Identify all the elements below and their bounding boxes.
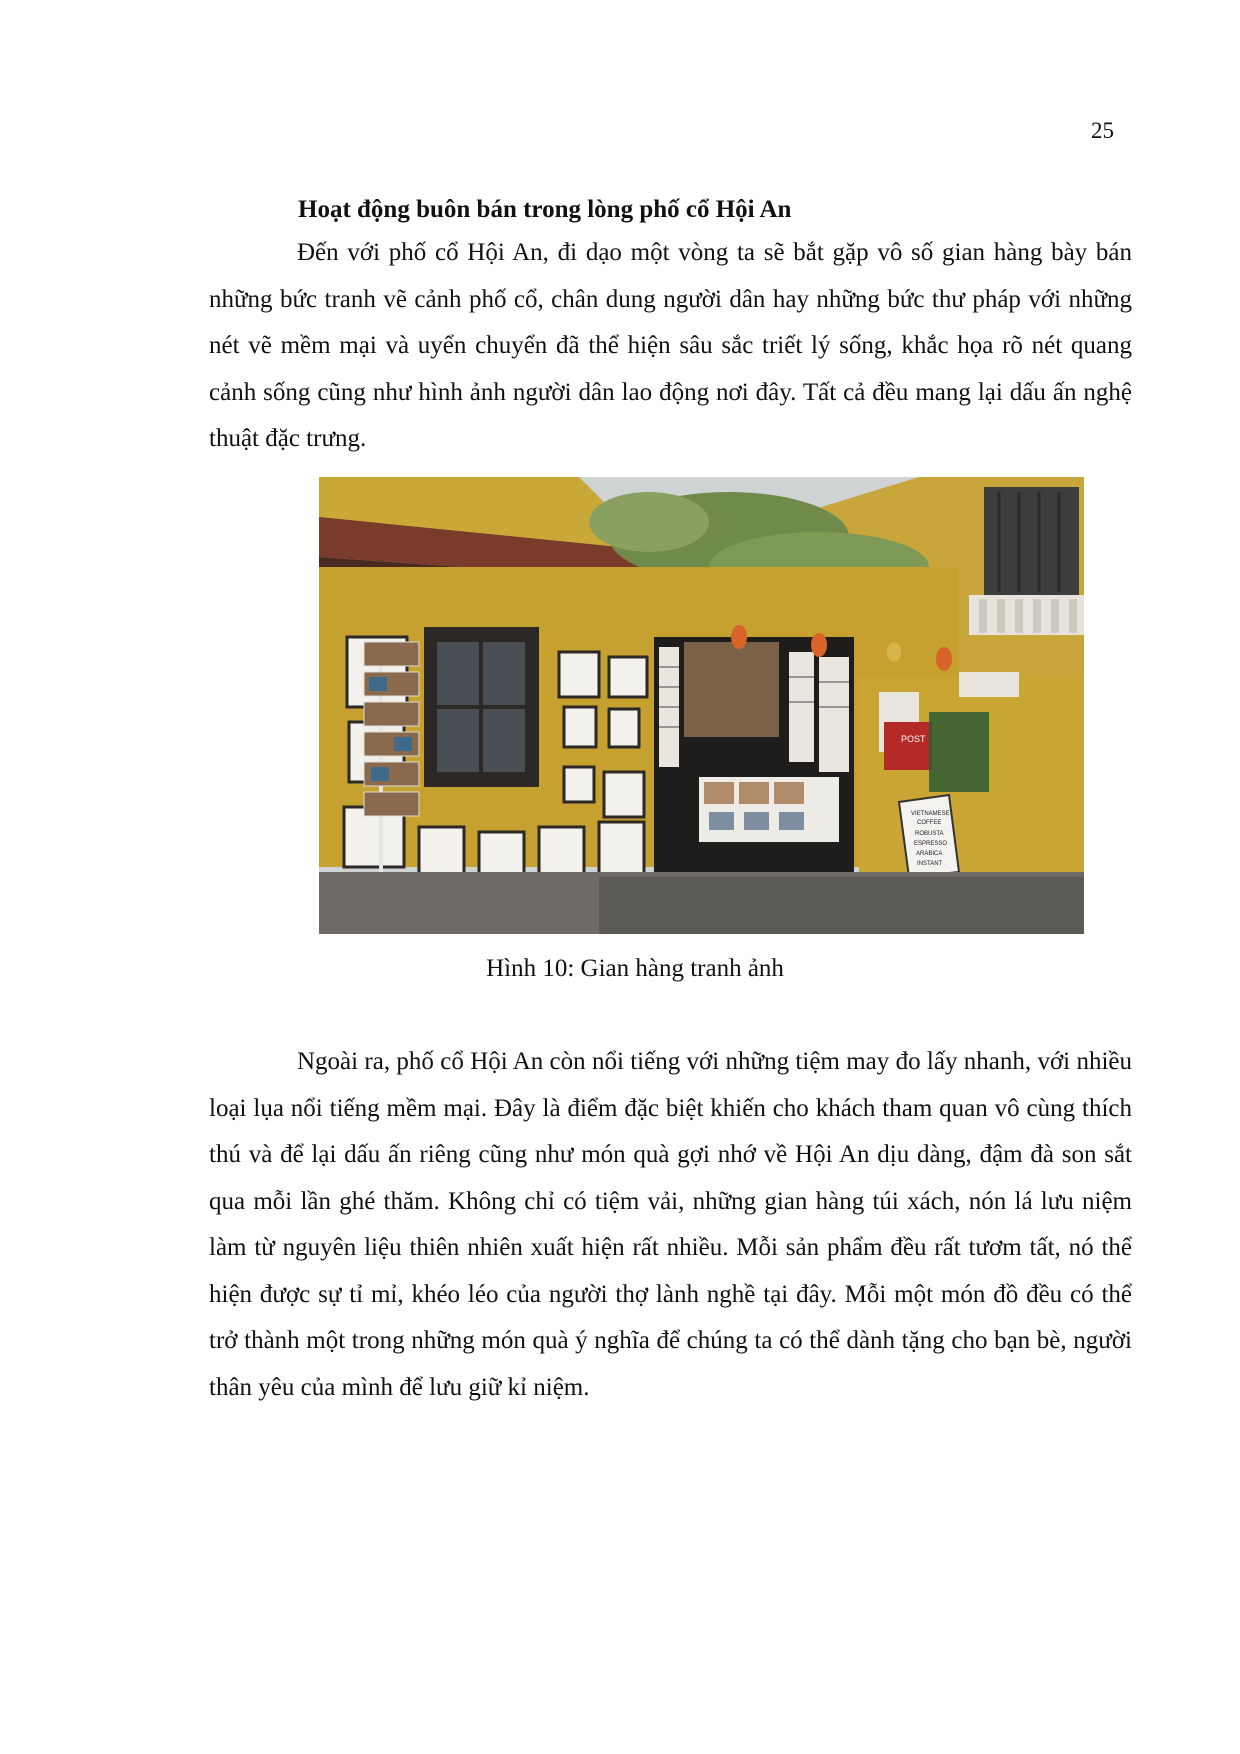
coffee-sign-line-1: VIETNAMESE: [911, 811, 950, 817]
coffee-sign-line-3: ROBUSTA: [915, 831, 944, 837]
page-number: 25: [1091, 118, 1114, 143]
coffee-sign-line-6: INSTANT: [917, 861, 943, 867]
paragraph-2: Ngoài ra, phố cổ Hội An còn nổi tiếng với những tiệm may đo lấy nhanh, với nhiều loại lụa nổi tiếng mềm mại. Đây là điểm đặc biệt khiến cho khách tham quan vô cùng thích thú và để lại dấu ấn riêng cũng như món quà gợi nhớ về Hội An dịu dàng, đậm đà son sắt qua mỗi lần ghé thăm. Không chỉ có tiệm vải, những gian hàng túi xách, nón lá lưu niệm làm từ nguyên liệu thiên nhiên xuất hiện rất nhiều. Mỗi sản phẩm đều rất tươm tất, nó thể hiện được sự tỉ mỉ, khéo léo của người thợ lành nghề tại đây. Mỗi một món đồ đều có thể trở thành một trong những món quà ý nghĩa để chúng ta có thể dành tặng cho bạn bè, người thân yêu của mình để lưu giữ kỉ niệm.: [209, 1048, 1132, 1401]
coffee-sign-line-2: COFFEE: [917, 820, 942, 826]
figure-photo: [319, 477, 1084, 934]
figure-caption: Hình 10: Gian hàng tranh ảnh: [486, 955, 784, 982]
paragraph-2-block: [209, 1039, 1132, 1411]
post-sign-label: POST: [901, 734, 926, 744]
paragraph-1-block: [209, 230, 1132, 463]
paragraph-1: Đến với phố cổ Hội An, đi dạo một vòng ta sẽ bắt gặp vô số gian hàng bày bán những bức tranh vẽ cảnh phố cổ, chân dung người dân hay những bức thư pháp với những nét vẽ mềm mại và uyển chuyển đã thể hiện sâu sắc triết lý sống, khắc họa rõ nét quang cảnh sống cũng như hình ảnh người dân lao động nơi đây. Tất cả đều mang lại dấu ấn nghệ thuật đặc trưng.: [209, 239, 1132, 452]
coffee-sign-line-4: ESPRESSO: [914, 841, 948, 847]
section-heading: Hoạt động buôn bán trong lòng phố cổ Hội An: [298, 196, 792, 223]
coffee-sign-line-5: ARABICA: [916, 851, 943, 857]
